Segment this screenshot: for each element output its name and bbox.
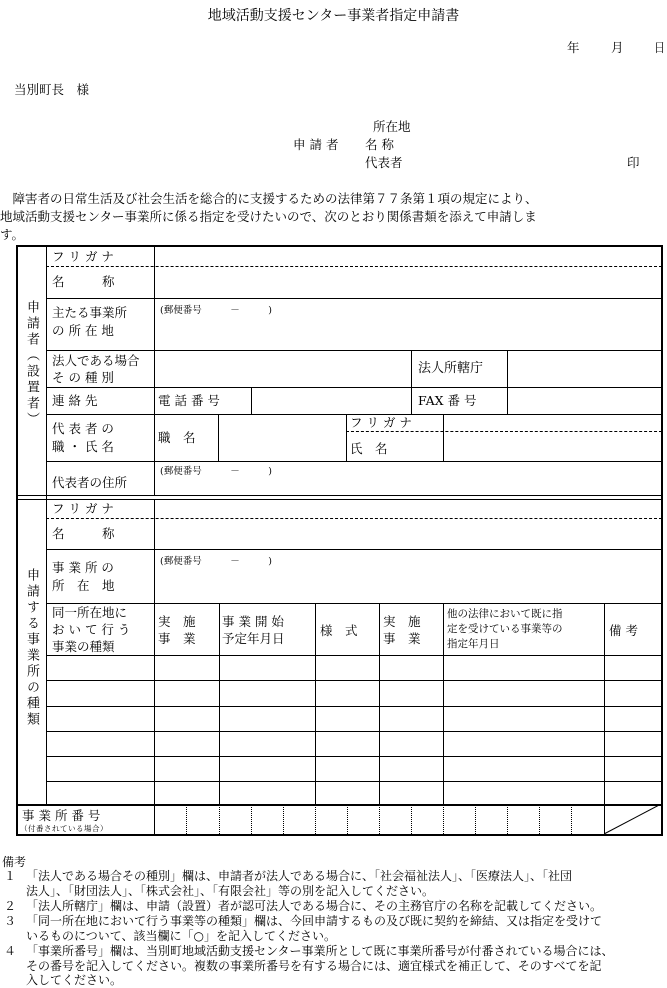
s1-address-label-1: 主たる事業所 — [52, 305, 128, 320]
col-other-law-3: 指定年月日 — [447, 638, 500, 650]
intro-line-1: 障害者の日常生活及び社会生活を総合的に支援するための法律第７７条第１項の規定により、 — [0, 191, 538, 206]
col-same-location-3: 事業の種類 — [52, 639, 115, 654]
note-4-line-2: その番号を記入してください。複数の事業所番号を有する場合には、適宜様式を補正して、そのすべてを記 — [26, 959, 602, 973]
s1-rep-furigana-label: フ リ ガ ナ — [350, 415, 412, 430]
notes-heading: 備考 — [2, 855, 27, 869]
s1-postal-2: (郵便番号 － ) — [160, 466, 272, 477]
s1-rep-label-1: 代 表 者 の — [52, 421, 114, 436]
s1-name-label: 名 称 — [52, 274, 115, 289]
col-start-date-2: 予定年月日 — [222, 631, 285, 646]
col-other-law-2: 定を受けている事業等の — [447, 623, 563, 635]
s1-furigana-input[interactable] — [156, 247, 660, 265]
s1-address-label-2: の 所 在 地 — [52, 323, 114, 338]
s2-furigana-label: フ リ ガ ナ — [52, 501, 114, 516]
s1-name-input[interactable] — [156, 268, 660, 297]
s1-rep-label-2: 職 ・ 氏 名 — [52, 439, 114, 454]
addressee: 当別町長 様 — [14, 82, 90, 97]
date-year: 年 — [567, 40, 580, 55]
col-same-location-2: お い て 行 う — [52, 622, 131, 637]
note-4-num: ４ — [4, 944, 17, 958]
col-format: 様 式 — [320, 623, 358, 638]
office-number-label: 事 業 所 番 号 — [22, 808, 101, 823]
s1-phone-label: 電 話 番 号 — [158, 393, 220, 408]
table-border-left — [16, 245, 18, 835]
col-same-location-1: 同一所在地に — [52, 605, 128, 620]
s1-furigana-label: フ リ ガ ナ — [52, 249, 114, 264]
note-1-line-2: 法人」、「財団法人」、「株式会社」、「有限会社」等の別を記入してください。 — [26, 884, 435, 898]
applicant-role: 申 請 者 — [293, 137, 339, 152]
note-1-line-1: 「法人である場合その種別」欄は、申請者が法人である場合に、「社会福祉法人」、「医療法人」、「社団 — [26, 869, 573, 883]
applicant-location-label: 所在地 — [373, 119, 411, 134]
s1-corp-office-input[interactable] — [509, 352, 660, 386]
s1-rep-name-label: 氏 名 — [350, 441, 388, 456]
note-4-line-1: 「事業所番号」欄は、当別町地域活動支援センター事業所として既に事業所番号が付番されている場合には、 — [26, 944, 614, 958]
note-2-num: ２ — [4, 899, 17, 913]
s2-name-label: 名 称 — [52, 526, 115, 541]
s1-corp-type-input[interactable] — [156, 352, 410, 386]
s1-address-input[interactable] — [156, 316, 660, 349]
s1-corp-office-label: 法人所轄庁 — [418, 361, 484, 376]
seal-mark: 印 — [627, 155, 640, 170]
s1-rep-title-label: 職 名 — [158, 430, 196, 445]
col-impl-1b: 事 業 — [158, 631, 196, 646]
s1-rep-address-input[interactable] — [156, 476, 660, 494]
applicant-name-label: 名 称 — [365, 137, 394, 152]
s1-postal: (郵便番号 － ) — [160, 305, 272, 316]
note-4-line-3: 入してください。 — [26, 973, 123, 987]
s2-postal: (郵便番号 － ) — [160, 556, 272, 567]
table-border-bottom — [16, 834, 663, 836]
section2-vertical-label: 申請する事業所の種類 — [24, 568, 39, 728]
s1-rep-name-input[interactable] — [445, 433, 660, 460]
col-impl-1: 実 施 — [158, 614, 196, 629]
s1-fax-label: FAX 番 号 — [418, 393, 477, 408]
table-border-right — [661, 245, 663, 835]
intro-line-3: す。 — [0, 227, 25, 242]
office-number-slash — [604, 804, 662, 835]
s1-contact-label: 連 絡 先 — [52, 393, 98, 408]
s1-rep-furigana-input[interactable] — [445, 416, 660, 430]
col-impl-2b: 事 業 — [383, 631, 421, 646]
office-number-input[interactable] — [156, 806, 603, 833]
s2-address-label-2: 所 在 地 — [52, 578, 115, 593]
s1-phone-input[interactable] — [253, 389, 410, 413]
document-title: 地域活動支援センター事業者指定申請書 — [207, 8, 460, 24]
date-month: 月 — [611, 40, 624, 55]
s1-rep-title-input[interactable] — [220, 416, 345, 460]
s2-address-input[interactable] — [156, 570, 660, 602]
col-impl-2: 実 施 — [383, 614, 421, 629]
note-2-line-1: 「法人所轄庁」欄は、申請（設置）者が認可法人である場合に、その主務官庁の名称を記載してください。 — [26, 899, 603, 913]
note-3-line-2: いるものについて、該当欄に「○」を記入してください。 — [26, 929, 336, 943]
applicant-rep-label: 代表者 — [365, 155, 403, 170]
s1-rep-address-label: 代表者の住所 — [52, 475, 128, 490]
s1-corp-type-2: そ の 種 別 — [52, 370, 114, 385]
date-day: 日 — [654, 40, 666, 55]
s1-fax-input[interactable] — [509, 389, 660, 413]
col-other-law-1: 他の法律において既に指 — [447, 608, 563, 620]
note-1-num: １ — [4, 869, 17, 883]
s2-address-label-1: 事 業 所 の — [52, 560, 114, 575]
col-start-date-1: 事 業 開 始 — [222, 614, 284, 629]
s1-corp-type-1: 法人である場合 — [52, 353, 140, 368]
note-3-num: ３ — [4, 914, 17, 928]
note-3-line-1: 「同一所在地において行う事業等の種類」欄は、今回申請するもの及び既に契約を締結、又は指定を受けて — [26, 914, 603, 928]
office-number-note: （付番されている場合） — [20, 824, 108, 833]
s2-name-input[interactable] — [156, 520, 660, 548]
intro-line-2: 地域活動支援センター事業所に係る指定を受けたいので、次のとおり関係書類を添えて申請しま — [0, 209, 537, 224]
section1-vertical-label: 申請者（設置者） — [24, 300, 39, 428]
s2-furigana-input[interactable] — [156, 501, 660, 517]
col-remarks: 備 考 — [609, 623, 638, 638]
